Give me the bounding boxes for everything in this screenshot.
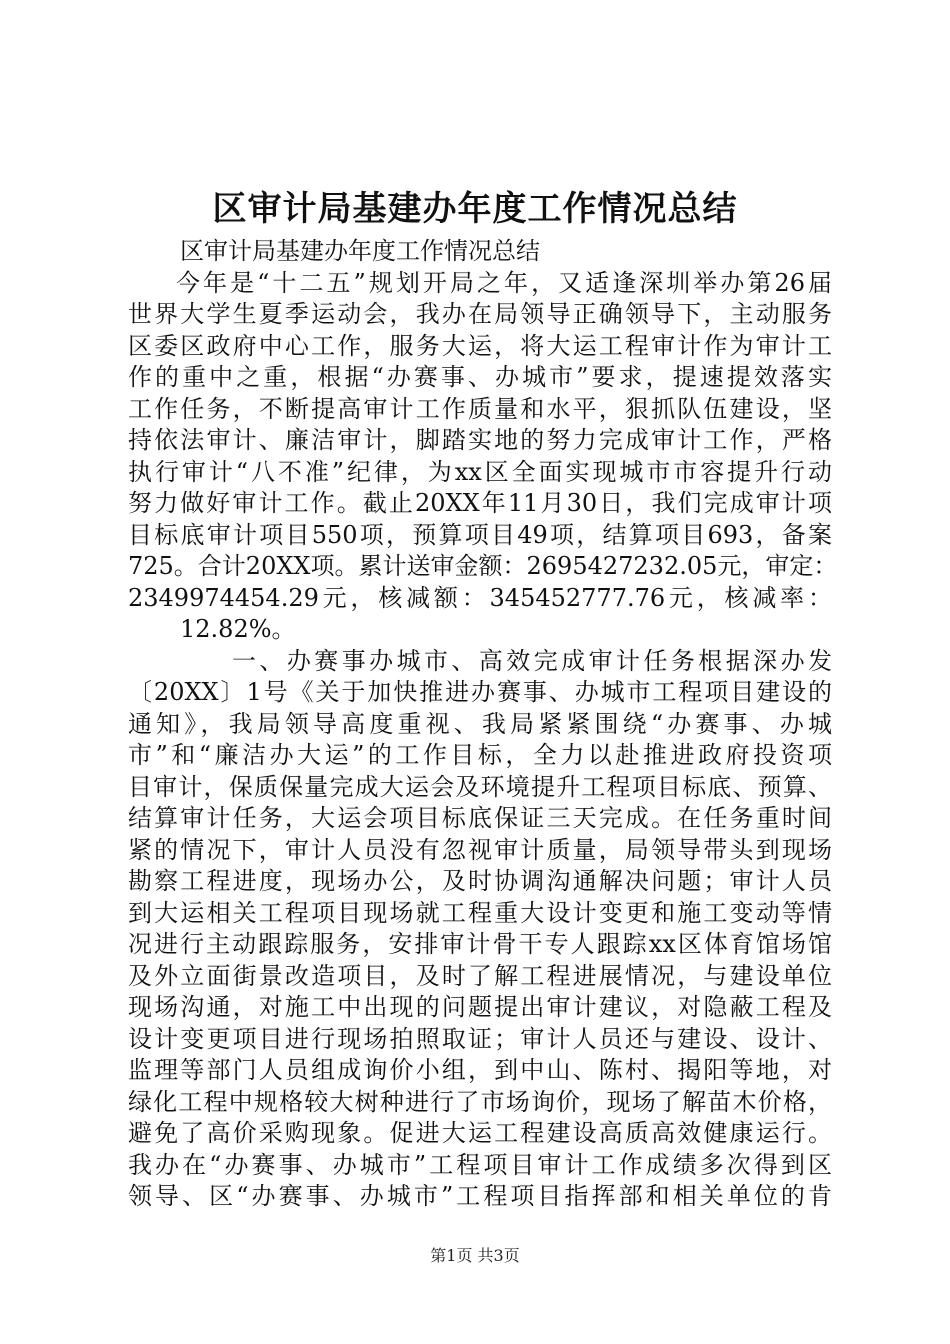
body-line: 领导、区“办赛事、办城市”工程项目指挥部和相关单位的肯 <box>128 1182 832 1210</box>
body-line: 目标底审计项目550项，预算项目49项，结算项目693，备案 <box>128 520 832 549</box>
body-line: 勘察工程进度，现场办公，及时协调沟通解决问题；审计人员 <box>128 867 832 895</box>
body-line: 结算审计任务，大运会项目标底保证三天完成。在任务重时间 <box>128 804 832 832</box>
body-line: 努力做好审计工作。截止20XX年11月30日，我们完成审计项 <box>128 489 832 517</box>
body-line: 2349974454.29元，核减额：345452777.76元，核减率： <box>128 583 832 612</box>
body-line: 监理等部门人员组成询价小组，到中山、陈村、揭阳等地，对 <box>128 1056 832 1084</box>
body-line: 一、办赛事办城市、高效完成审计任务根据深办发 <box>232 646 832 675</box>
body-line: 市”和“廉洁办大运”的工作目标，全力以赴推进政府投资项 <box>128 741 832 769</box>
body-line: 持依法审计、廉洁审计，脚踏实地的努力完成审计工作，严格 <box>128 426 832 454</box>
body-line: 紧的情况下，审计人员没有忽视审计质量，局领导带头到现场 <box>128 835 832 864</box>
body-line: 通知》，我局领导高度重视、我局紧紧围绕“办赛事、办城 <box>128 709 832 738</box>
body-line: 况进行主动跟踪服务，安排审计骨干专人跟踪xx区体育馆场馆 <box>128 930 832 958</box>
body-line: 世界大学生夏季运动会，我办在局领导正确领导下，主动服务 <box>128 300 832 328</box>
body-line: 725。合计20XX项。累计送审金额：2695427232.05元，审定： <box>128 552 838 580</box>
body-line: 到大运相关工程项目现场就工程重大设计变更和施工变动等情 <box>128 898 832 927</box>
body-line: 区审计局基建办年度工作情况总结 <box>180 237 540 265</box>
body-line: 现场沟通，对施工中出现的问题提出审计建议，对隐蔽工程及 <box>128 993 832 1021</box>
body-line: 区委区政府中心工作，服务大运，将大运工程审计作为审计工 <box>128 331 832 360</box>
body-line: 设计变更项目进行现场拍照取证；审计人员还与建设、设计、 <box>128 1024 832 1053</box>
body-line: 绿化工程中规格较大树种进行了市场询价，现场了解苗木价格， <box>128 1087 832 1116</box>
page-number-footer: 第1页 共3页 <box>430 1246 520 1265</box>
document-body <box>128 236 838 1213</box>
body-line: 今年是“十二五”规划开局之年，又适逢深圳举办第26届 <box>176 268 832 297</box>
body-line: 〔20XX〕1号《关于加快推进办赛事、办城市工程项目建设的 <box>128 678 832 706</box>
body-line: 执行审计“八不准”纪律，为xx区全面实现城市市容提升行动 <box>128 457 832 486</box>
body-line: 12.82%。 <box>180 615 296 643</box>
body-line: 工作任务，不断提高审计工作质量和水平，狠抓队伍建设，坚 <box>128 394 832 423</box>
document-title: 区审计局基建办年度工作情况总结 <box>212 189 738 229</box>
body-line: 避免了高价采购现象。促进大运工程建设高质高效健康运行。 <box>128 1119 832 1147</box>
body-line: 目审计，保质保量完成大运会及环境提升工程项目标底、预算、 <box>128 772 832 801</box>
body-line: 及外立面街景改造项目，及时了解工程进展情况，与建设单位 <box>128 961 832 990</box>
body-line: 作的重中之重，根据“办赛事、办城市”要求，提速提效落实 <box>128 363 832 391</box>
body-line: 我办在“办赛事、办城市”工程项目审计工作成绩多次得到区 <box>128 1150 832 1179</box>
